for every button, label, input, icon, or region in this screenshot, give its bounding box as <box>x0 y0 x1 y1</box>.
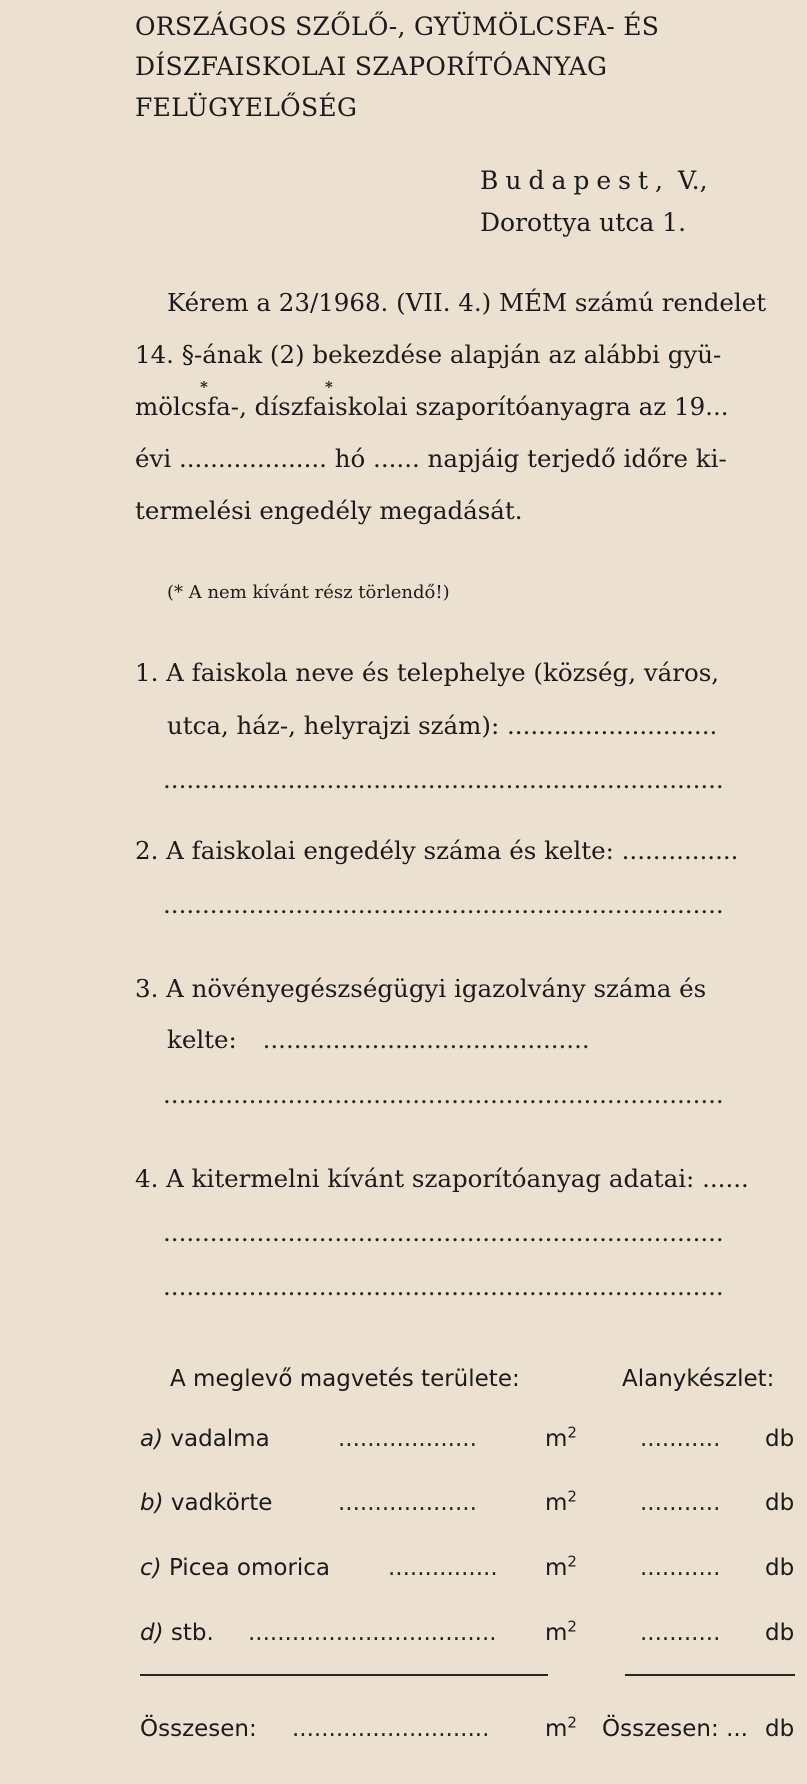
row-b-unit: $m^2$ <box>545 1487 577 1516</box>
row-d-area-dots[interactable]: .................................. <box>248 1620 497 1646</box>
row-d-unit: $m^2$ <box>545 1617 577 1646</box>
total-rule-right <box>625 1674 795 1676</box>
request-line-3: mölcsfa-, díszfaiskolai szaporítóanyagra az 19... <box>135 392 729 421</box>
request-line-2: 14. §-ának (2) bekezdése alapján az alábbi gyü- <box>135 340 722 369</box>
item-3-line-1: 3. A növényegészségügyi igazolvány száma és <box>135 974 707 1003</box>
row-b-unit-db: db <box>765 1490 795 1516</box>
row-c-unit: $m^2$ <box>545 1552 577 1581</box>
deletion-asterisk-1: * <box>200 378 208 396</box>
row-a-area-dots[interactable]: ................... <box>338 1426 477 1452</box>
row-a-unit: $m^2$ <box>545 1423 577 1452</box>
fill-in-dotline-4b[interactable]: ........................................................................ <box>163 1272 724 1301</box>
fill-in-dotline-3a[interactable]: .......................................... <box>262 1025 590 1054</box>
total-area-unit: $m^2$ <box>545 1713 577 1742</box>
row-a-unit-db: db <box>765 1426 795 1452</box>
seedbed-area-header: A meglevő magvetés területe: <box>170 1366 520 1392</box>
row-b-stock-dots[interactable]: ........... <box>640 1490 721 1516</box>
address-city: Budapest, <box>480 166 671 195</box>
fill-in-dotline-4a[interactable]: ........................................................................ <box>163 1218 724 1247</box>
row-a-stock-dots[interactable]: ........... <box>640 1426 721 1452</box>
fill-in-dotline-3b[interactable]: ........................................................................ <box>163 1080 724 1109</box>
rootstock-stock-header: Alanykészlet: <box>622 1366 775 1392</box>
item-3-kelte-label: kelte: <box>167 1025 237 1054</box>
address-district: V., <box>677 166 708 195</box>
deletion-note: (* A nem kívánt rész törlendő!) <box>167 582 450 603</box>
address-street: Dorottya utca 1. <box>480 208 687 237</box>
row-d-unit-db: db <box>765 1620 795 1646</box>
request-line-5: termelési engedély megadását. <box>135 496 523 525</box>
row-c-unit-db: db <box>765 1555 795 1581</box>
fill-in-dotline-1[interactable]: ........................................................................ <box>163 765 724 794</box>
total-rule-left <box>140 1674 548 1676</box>
total-stock-unit: db <box>765 1716 795 1742</box>
total-area-dots[interactable]: ........................... <box>292 1716 490 1742</box>
item-4: 4. A kitermelni kívánt szaporítóanyag adatai: ...... <box>135 1164 749 1193</box>
header-line-1: ORSZÁGOS SZŐLŐ-, GYÜMÖLCSFA- ÉS <box>135 12 660 41</box>
item-3-line-2 <box>167 1025 590 1054</box>
row-c-area-dots[interactable]: ............... <box>388 1555 498 1581</box>
row-a-label: a) vadalma <box>140 1426 270 1452</box>
item-2: 2. A faiskolai engedély száma és kelte: ............... <box>135 836 739 865</box>
total-area-label: Összesen: <box>140 1716 257 1742</box>
row-c-label: c) Picea omorica <box>140 1555 331 1581</box>
deletion-asterisk-2: * <box>325 378 333 396</box>
address-line-1 <box>480 166 708 195</box>
row-b-area-dots[interactable]: ................... <box>338 1490 477 1516</box>
row-d-label: d) stb. <box>140 1620 214 1646</box>
total-stock-label[interactable]: Összesen: ... <box>602 1716 748 1742</box>
row-d-stock-dots[interactable]: ........... <box>640 1620 721 1646</box>
header-line-2: DÍSZFAISKOLAI SZAPORÍTÓANYAG <box>135 52 608 81</box>
row-c-stock-dots[interactable]: ........... <box>640 1555 721 1581</box>
fill-in-dotline-2[interactable]: ........................................................................ <box>163 890 724 919</box>
row-b-label: b) vadkörte <box>140 1490 273 1516</box>
item-1-line-2: utca, ház-, helyrajzi szám): ........................... <box>167 711 718 740</box>
request-line-1: Kérem a 23/1968. (VII. 4.) MÉM számú rendelet <box>167 288 767 317</box>
header-line-3: FELÜGYELŐSÉG <box>135 93 358 122</box>
request-line-4: évi ................... hó ...... napjáig terjedő időre ki- <box>135 444 727 473</box>
item-1-line-1: 1. A faiskola neve és telephelye (község, város, <box>135 658 720 687</box>
